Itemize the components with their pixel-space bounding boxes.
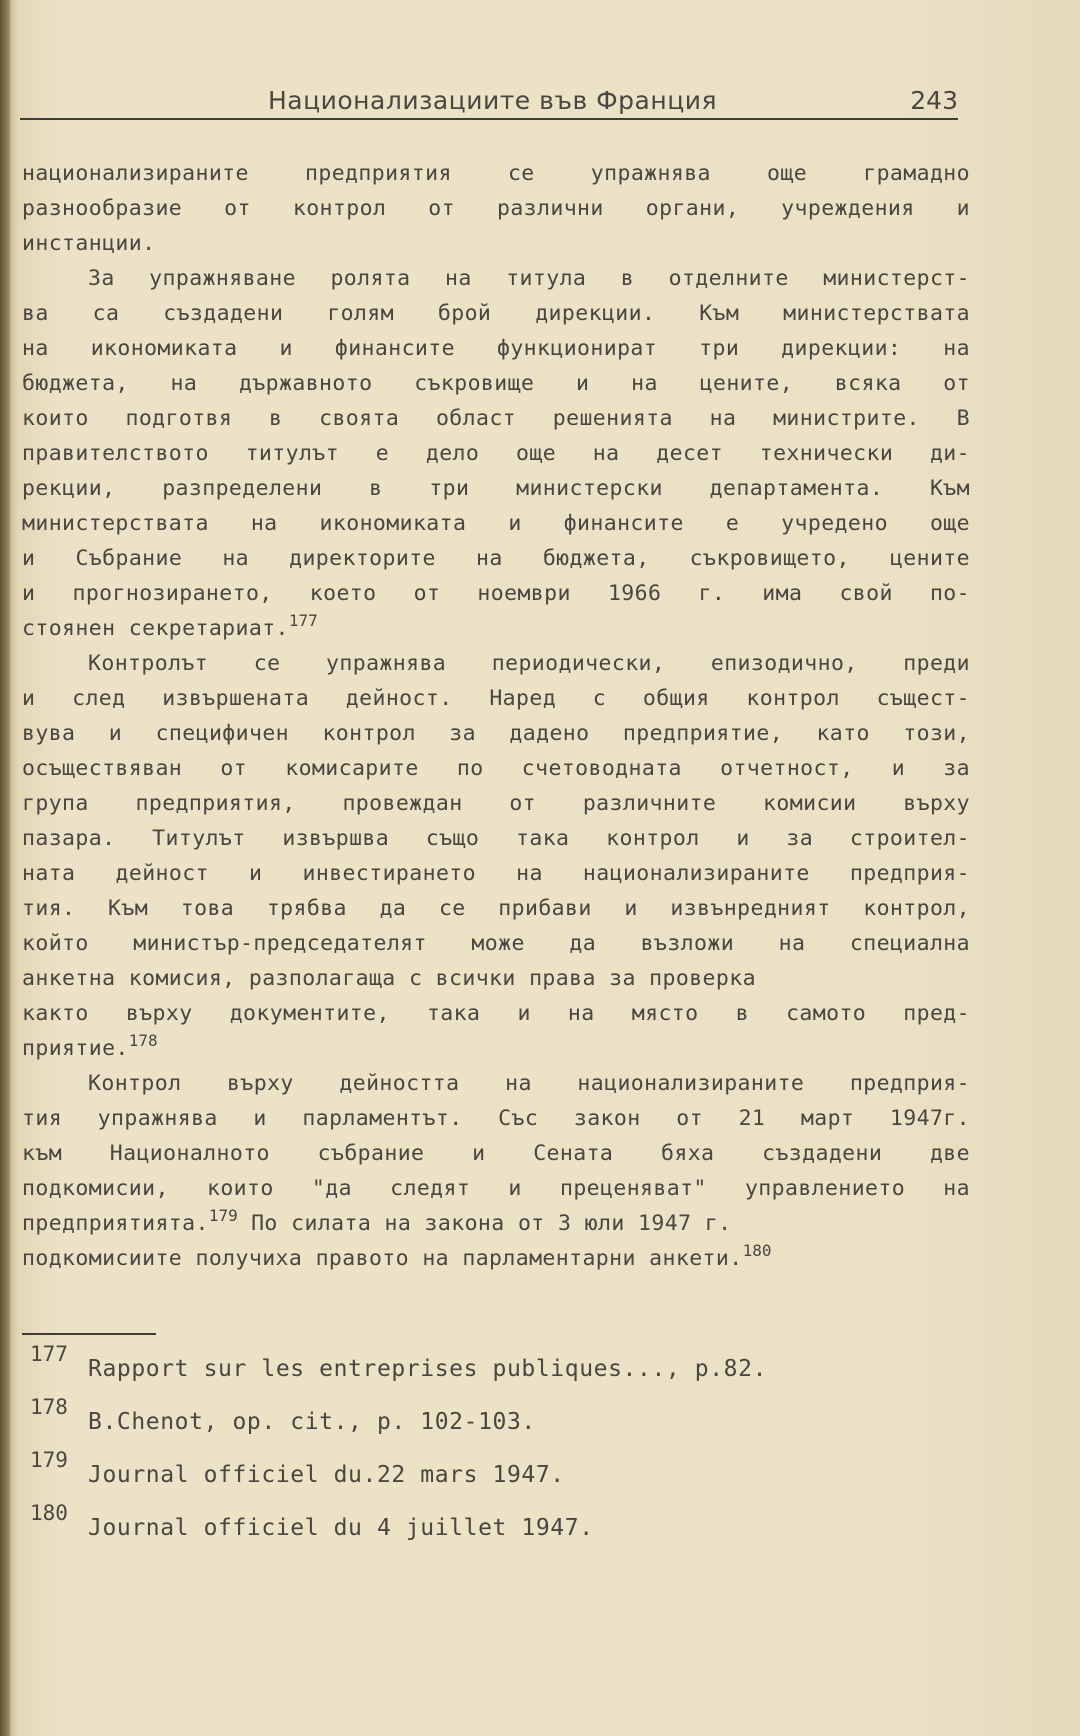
footnote [30, 1395, 930, 1448]
line-text: национализираните предприятия се упражнява още грамадно [22, 161, 970, 186]
page-number: 243 [910, 86, 958, 115]
footnote-number: 180 [30, 1501, 68, 1525]
footnote-number: 177 [30, 1342, 68, 1366]
footnote [30, 1448, 930, 1501]
footnote-text: Journal officiel du.22 mars 1947. [88, 1462, 565, 1488]
line-text-continued: По силата на закона от 3 юли 1947 г. [237, 1211, 732, 1236]
line-text: който министър-председателят може да възложи на специална [22, 931, 970, 956]
line-text: Контролът се упражнява периодически, епизодично, преди [88, 651, 970, 676]
text-line [22, 331, 970, 366]
text-line [22, 471, 970, 506]
line-text: анкетна комисия, разполагаща с всички права за проверка [22, 966, 756, 991]
text-line [22, 401, 970, 436]
line-text: приятие. [22, 1036, 129, 1061]
line-text: предприятията. [22, 1211, 209, 1236]
footnote-reference: 180 [742, 1241, 772, 1260]
footnote [30, 1501, 930, 1554]
text-line [22, 296, 970, 331]
line-text: и след извършената дейност. Наред с общия контрол същест- [22, 686, 970, 711]
line-text: и прогнозирането, което от ноември 1966 г. има свой по- [22, 581, 970, 606]
text-line [22, 926, 970, 961]
line-text: тия упражнява и парламентът. Със закон от 21 март 1947г. [22, 1106, 970, 1131]
text-line [22, 191, 970, 226]
footnotes [30, 1342, 930, 1554]
text-line [22, 541, 970, 576]
line-text: които подготвя в своята област решенията на министрите. В [22, 406, 970, 431]
text-line [22, 856, 970, 891]
line-text: както върху документите, така и на място в самото пред- [22, 1001, 970, 1026]
line-text: За упражняване ролята на титула в отделните министерст- [88, 266, 970, 291]
line-text: бюджета, на държавното съкровище и на цените, всяка от [22, 371, 970, 396]
line-text: подкомисиите получиха правото на парламентарни анкети. [22, 1246, 743, 1271]
text-line [22, 996, 970, 1031]
line-text: ната дейност и инвестирането на национализираните предприя- [22, 861, 970, 886]
line-text: към Националното събрание и Сената бяха създадени две [22, 1141, 970, 1166]
text-line [22, 1101, 970, 1136]
text-line [22, 786, 970, 821]
text-line [22, 1171, 970, 1206]
line-text: Контрол върху дейността на национализираните предприя- [88, 1071, 970, 1096]
line-text: разнообразие от контрол от различни органи, учреждения и [22, 196, 970, 221]
text-line [22, 1241, 970, 1276]
text-line [22, 506, 970, 541]
text-line [22, 751, 970, 786]
text-line [22, 226, 970, 261]
text-line [22, 1066, 970, 1101]
text-line [22, 261, 970, 296]
text-line [22, 156, 970, 191]
text-line [22, 961, 970, 996]
text-line [22, 1206, 970, 1241]
text-line [22, 436, 970, 471]
line-text: подкомисии, които "да следят и преценяват" управлението на [22, 1176, 970, 1201]
text-line [22, 646, 970, 681]
footnote-text: Rapport sur les entreprises publiques..., p.82. [88, 1356, 768, 1382]
text-line [22, 821, 970, 856]
footnote-text: B.Chenot, op. cit., p. 102-103. [88, 1409, 536, 1435]
text-line [22, 1031, 970, 1066]
footnote-reference: 178 [128, 1031, 158, 1050]
footnote-reference: 177 [288, 611, 318, 630]
line-text: на икономиката и финансите функционират три дирекции: на [22, 336, 970, 361]
line-text: пазара. Титулът извършва също така контрол и за строител- [22, 826, 970, 851]
text-line [22, 576, 970, 611]
footnote-reference: 179 [208, 1206, 238, 1225]
line-text: вува и специфичен контрол за дадено предприятие, като този, [22, 721, 970, 746]
line-text: осъществяван от комисарите по счетоводната отчетност, и за [22, 756, 970, 781]
line-text: рекции, разпределени в три министерски департамента. Към [22, 476, 970, 501]
text-line [22, 681, 970, 716]
line-text: и Събрание на директорите на бюджета, съкровището, цените [22, 546, 970, 571]
footnote-separator [22, 1333, 156, 1335]
footnote-number: 179 [30, 1448, 68, 1472]
body-text [22, 156, 970, 1276]
text-line [22, 1136, 970, 1171]
line-text: правителството титулът е дело още на десет технически ди- [22, 441, 970, 466]
page-header [20, 84, 958, 120]
text-line [22, 366, 970, 401]
footnote-text: Journal officiel du 4 juillet 1947. [88, 1515, 594, 1541]
line-text: ва са създадени голям брой дирекции. Към министерствата [22, 301, 970, 326]
running-title: Национализациите във Франция [268, 86, 718, 115]
footnote-number: 178 [30, 1395, 68, 1419]
book-spine-shadow [0, 0, 10, 1736]
line-text: тия. Към това трябва да се прибави и извънредният контрол, [22, 896, 970, 921]
line-text: стоянен секретариат. [22, 616, 289, 641]
text-line [22, 891, 970, 926]
text-line [22, 716, 970, 751]
line-text: министерствата на икономиката и финансите е учредено още [22, 511, 970, 536]
footnote [30, 1342, 930, 1395]
text-line [22, 611, 970, 646]
line-text: инстанции. [22, 231, 156, 256]
line-text: група предприятия, провеждан от различните комисии върху [22, 791, 970, 816]
